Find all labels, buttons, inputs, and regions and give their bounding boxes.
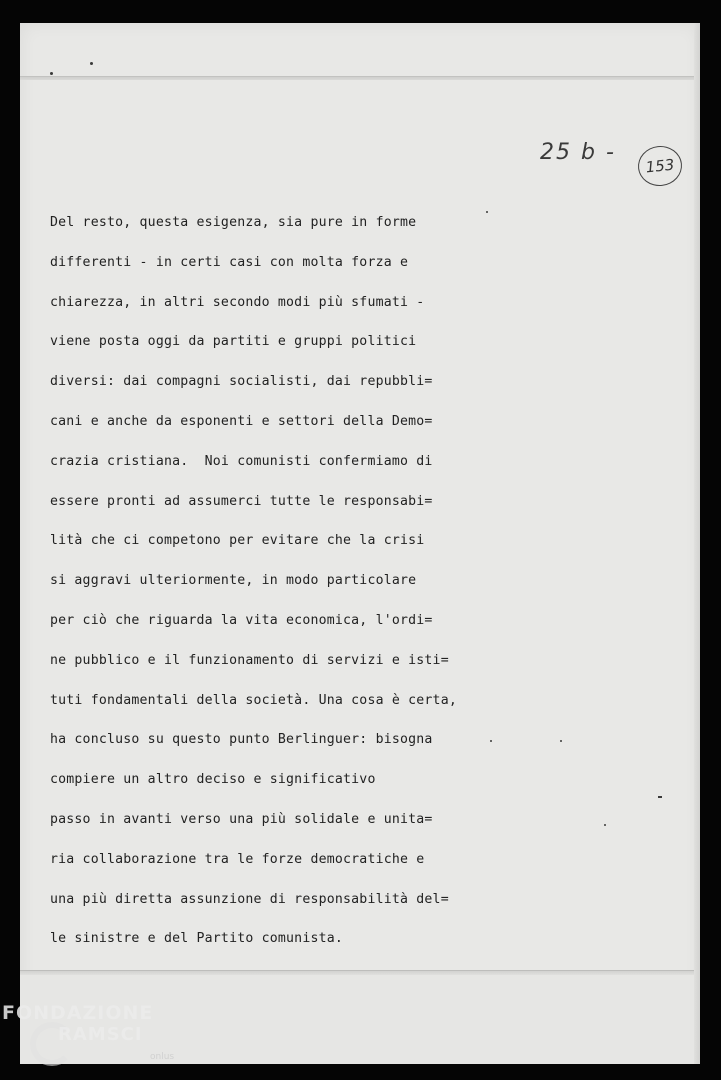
text-line: cani e anche da esponenti e settori della Demo= [50,413,433,429]
fondazione-gramsci-watermark [2,1002,192,1080]
text-line: compiere un altro deciso e significativo [50,772,376,788]
paper-speck [90,62,93,65]
bottom-fold-line [20,970,700,975]
paper-speck [658,796,662,798]
text-line: essere pronti ad assumerci tutte le responsabi= [50,493,433,509]
text-line: diversi: dai compagni socialisti, dai repubbli= [50,374,433,390]
watermark-line2: RAMSCI [58,1024,143,1045]
watermark-line1: FONDAZIONE [2,1002,154,1024]
handwritten-page-note: 25 b - [540,140,616,165]
typewritten-text [50,212,490,968]
paper-speck [560,740,562,742]
text-line: una più diretta assunzione di responsabilità del= [50,891,449,907]
text-line: Del resto, questa esigenza, sia pure in forme [50,215,417,230]
watermark-tag: onlus [150,1052,175,1062]
text-line: crazia cristiana. Noi comunisti confermiamo di [50,453,433,469]
text-line: differenti - in certi casi con molta forza e [50,254,409,270]
text-line: passo in avanti verso una più solidale e unita= [50,811,433,827]
archive-number-stamp: 153 [636,144,684,188]
text-line: ria collaborazione tra le forze democratiche e [50,851,425,867]
paper-speck [50,72,53,75]
text-line: le sinistre e del Partito comunista. [50,931,344,947]
text-line: lità che ci competono per evitare che la crisi [50,533,425,549]
text-line: si aggravi ulteriormente, in modo particolare [50,573,417,589]
text-line: chiarezza, in altri secondo modi più sfumati - [50,294,425,310]
text-line: ha concluso su questo punto Berlinguer: bisogna [50,732,433,748]
top-fold-line [20,76,700,80]
text-line: ne pubblico e il funzionamento di servizi e isti= [50,652,449,668]
text-line: viene posta oggi da partiti e gruppi politici [50,334,417,350]
paper-speck [490,740,492,742]
paper-speck [604,824,606,826]
text-line: tuti fondamentali della società. Una cosa è certa, [50,692,457,708]
page-right-edge [694,23,700,1064]
text-line: per ciò che riguarda la vita economica, l'ordi= [50,612,433,628]
